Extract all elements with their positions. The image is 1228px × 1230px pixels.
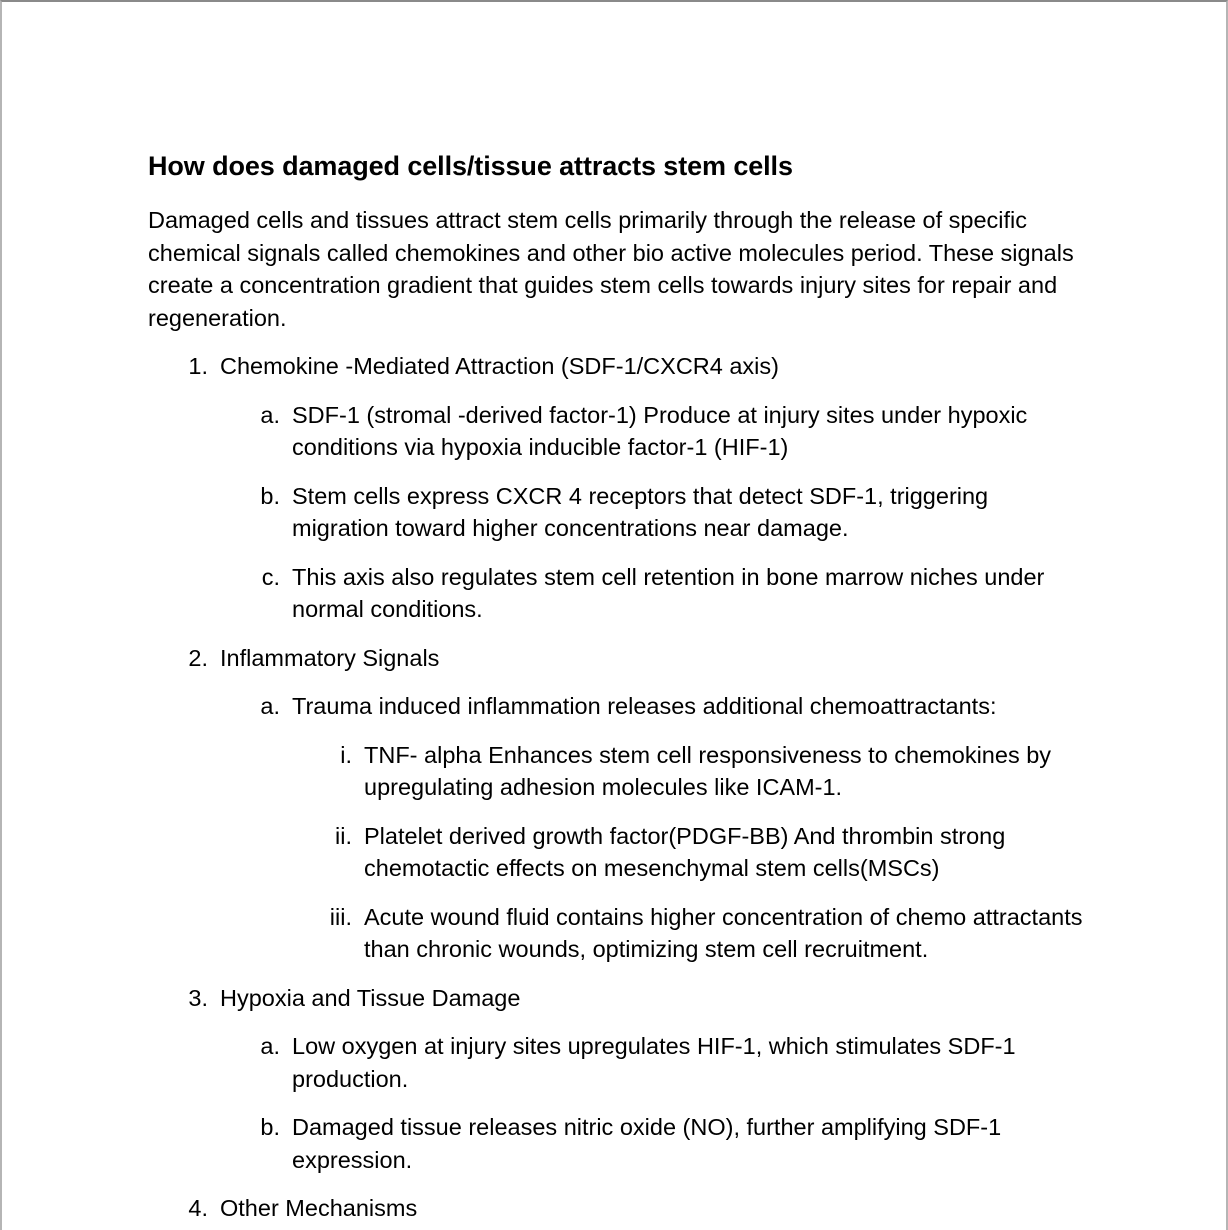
document-title: How does damaged cells/tissue attracts stem cells — [148, 151, 793, 181]
list-marker: a. — [260, 401, 280, 428]
list-item-text: Low oxygen at injury sites upregulates HIF-1, which stimulates SDF-1 production. — [292, 1033, 1016, 1092]
section-heading: Inflammatory Signals — [220, 644, 440, 671]
section-2 — [148, 642, 1088, 675]
list-item-text: This axis also regulates stem cell retention in bone marrow niches under normal conditions. — [292, 563, 1045, 622]
section-3 — [148, 982, 1088, 1015]
list-marker: 3. — [188, 984, 208, 1011]
section-heading: Other Mechanisms — [220, 1195, 418, 1221]
document-content — [148, 149, 1088, 1225]
list-marker: 2. — [188, 644, 208, 671]
list-item — [148, 399, 1088, 464]
list-item — [148, 480, 1088, 545]
list-item-text: Platelet derived growth factor(PDGF-BB) And thrombin strong chemotactic effects on mesenchymal stem cells(MSCs) — [364, 822, 1006, 881]
list-item-text: Damaged tissue releases nitric oxide (NO), further amplifying SDF-1 expression. — [292, 1114, 1002, 1173]
list-marker: a. — [260, 1033, 280, 1059]
list-item — [148, 1111, 1088, 1176]
list-marker: ii. — [335, 822, 352, 849]
list-item — [148, 1030, 1088, 1095]
sub-list-item — [148, 739, 1088, 804]
list-marker: i. — [340, 741, 352, 768]
section-heading: Hypoxia and Tissue Damage — [220, 984, 521, 1011]
list-marker: iii. — [329, 903, 352, 930]
list-item-text: Trauma induced inflammation releases additional chemoattractants: — [292, 693, 997, 719]
list-marker: a. — [260, 693, 280, 719]
sub-list-item — [148, 901, 1088, 966]
intro-paragraph: Damaged cells and tissues attract stem cells primarily through the release of specific chemical signals called chemokines and other bio active molecules period. These signals create a concentration gradient that guides stem cells towards injury sites for repair and regeneration. — [148, 207, 1074, 331]
list-item-text: TNF- alpha Enhances stem cell responsiveness to chemokines by upregulating adhesion molecules like ICAM-1. — [364, 741, 1052, 800]
list-marker: c. — [261, 563, 280, 590]
list-marker: 4. — [188, 1195, 208, 1221]
section-heading: Chemokine -Mediated Attraction (SDF-1/CXCR4 axis) — [220, 353, 779, 379]
list-item-text: Acute wound fluid contains higher concentration of chemo attractants than chronic wounds, optimizing stem cell recruitment. — [364, 903, 1083, 962]
sub-list-item — [148, 820, 1088, 885]
list-marker: 1. — [188, 353, 208, 379]
list-item-text: Stem cells express CXCR 4 receptors that detect SDF-1, triggering migration toward higher concentrations near damage. — [292, 482, 989, 541]
list-item-text: SDF-1 (stromal -derived factor-1) Produce at injury sites under hypoxic conditions via hypoxia inducible factor-1 (HIF-1) — [292, 401, 1028, 460]
list-item — [148, 561, 1088, 626]
list-marker: b. — [260, 1114, 280, 1140]
list-marker: b. — [260, 482, 280, 509]
section-1 — [148, 350, 1088, 383]
section-4 — [148, 1192, 1088, 1225]
list-item — [148, 690, 1088, 723]
